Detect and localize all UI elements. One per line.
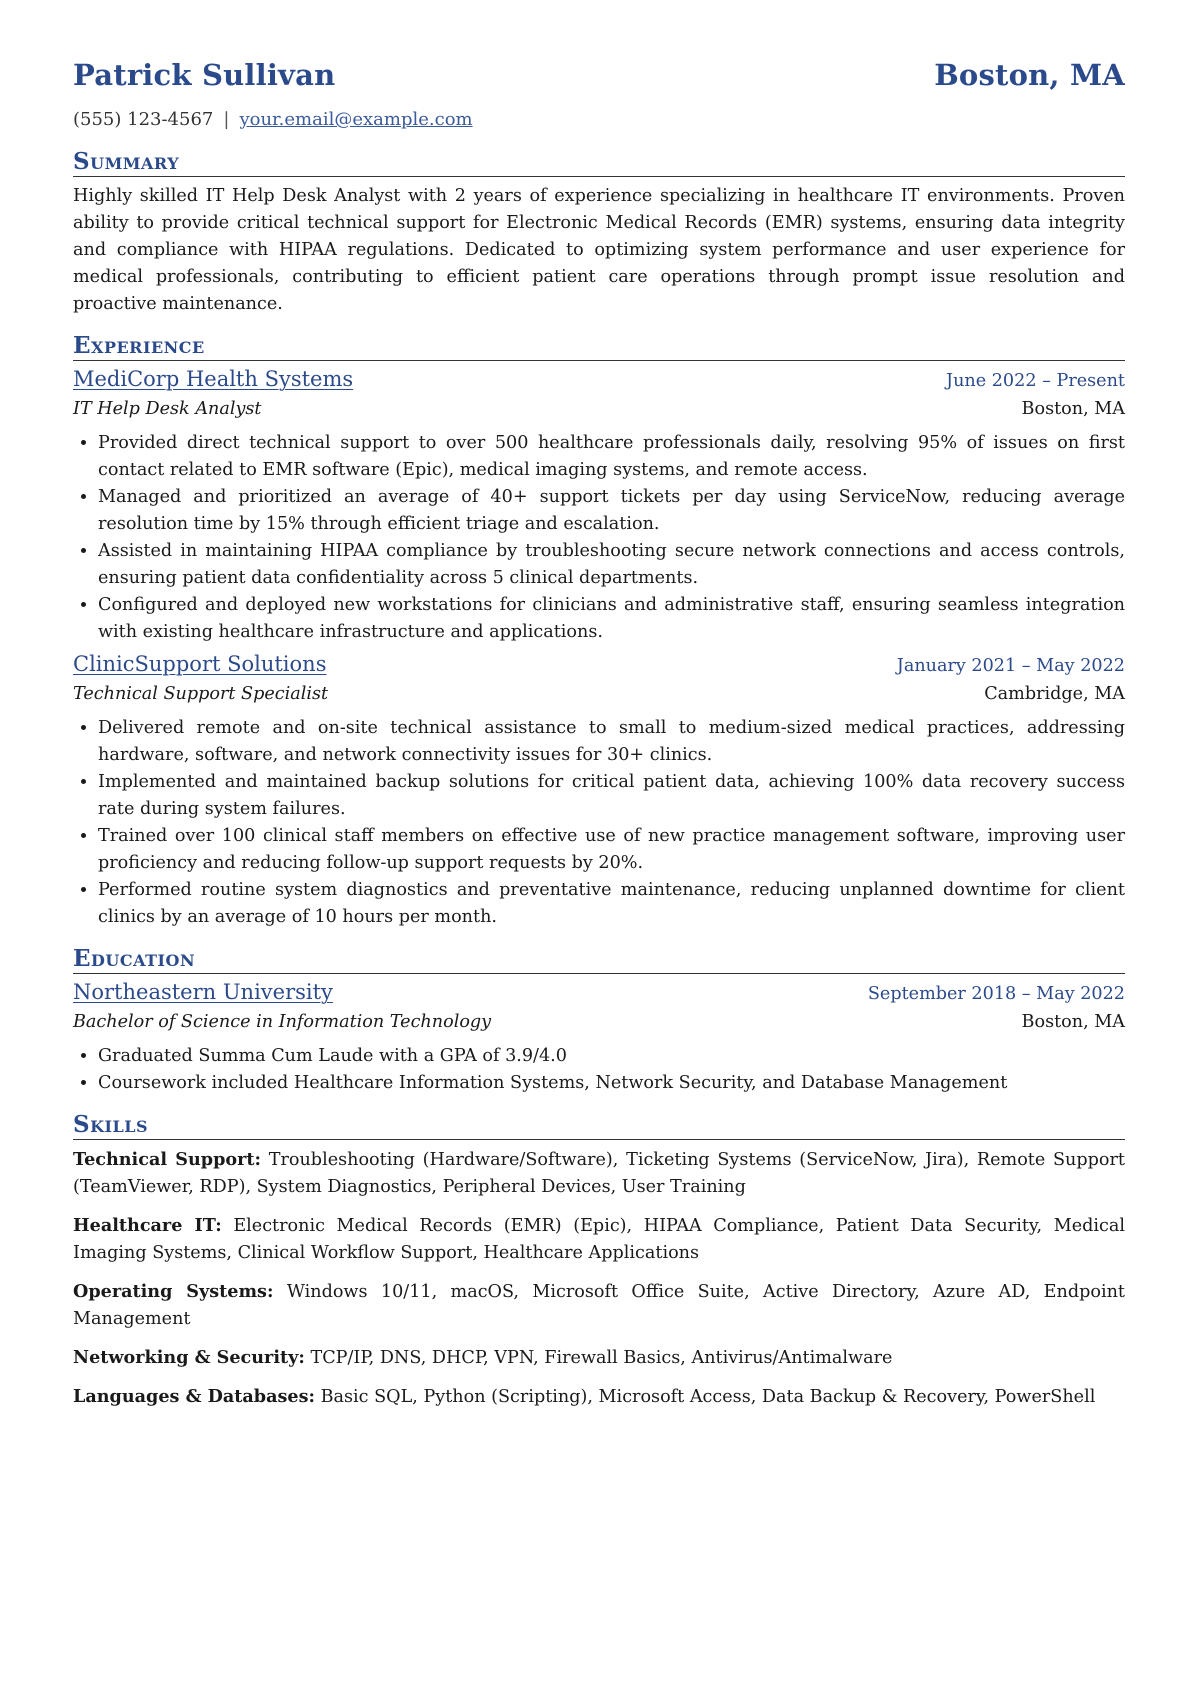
skill-label: Technical Support: [73, 1149, 262, 1170]
education-entry [73, 979, 1125, 1097]
list-item: • Managed and prioritized an average of 40+ support tickets per day using ServiceNow, reducing average resolution time by 15% through efficient triage and escalation. [98, 484, 1125, 538]
email-link[interactable]: your.email@example.com [239, 109, 473, 130]
skill-label: Healthcare IT: [73, 1215, 222, 1236]
candidate-location: Boston, MA [934, 58, 1125, 92]
skill-row [73, 1278, 1125, 1333]
section-title-skills: Skills [73, 1111, 1125, 1140]
resume-page [73, 58, 1125, 1411]
section-title-education: Education [73, 945, 1125, 974]
education-degree: Bachelor of Science in Information Technology [73, 1012, 492, 1032]
contact-separator: | [223, 109, 230, 130]
skill-row [73, 1383, 1125, 1411]
list-item: • Graduated Summa Cum Laude with a GPA of 3.9/4.0 [98, 1043, 1125, 1070]
list-item: • Implemented and maintained backup solutions for critical patient data, achieving 100% data recovery success rate during system failures. [98, 769, 1125, 823]
summary-text: Highly skilled IT Help Desk Analyst with 2 years of experience specializing in healthcare IT environments. Proven ability to provide critical technical support for Electronic Medical Records (EMR) systems, ensuring data integrity and compliance with HIPAA regulations. Dedicated to optimizing system performance and user experience for medical professionals, contributing to efficient patient care operations through prompt issue resolution and proactive maintenance. [73, 186, 1125, 314]
section-title-summary: Summary [73, 148, 1125, 177]
list-item: • Performed routine system diagnostics and preventative maintenance, reducing unplanned downtime for client clinics by an average of 10 hours per month. [98, 877, 1125, 931]
skill-text: Basic SQL, Python (Scripting), Microsoft Access, Data Backup & Recovery, PowerShell [320, 1387, 1096, 1407]
list-item: • Trained over 100 clinical staff members on effective use of new practice management software, improving user proficiency and reducing follow-up support requests by 20%. [98, 823, 1125, 877]
skill-row [73, 1146, 1125, 1201]
list-item: • Configured and deployed new workstations for clinicians and administrative staff, ensuring seamless integration with existing healthcare infrastructure and applications. [98, 592, 1125, 646]
skill-text: TCP/IP, DNS, DHCP, VPN, Firewall Basics, Antivirus/Antimalware [310, 1348, 893, 1368]
education-dates: September 2018 – May 2022 [867, 984, 1125, 1004]
skill-label: Operating Systems: [73, 1281, 274, 1302]
experience-bullets [73, 430, 1125, 646]
experience-dates: January 2021 – May 2022 [896, 656, 1125, 676]
skill-text: Electronic Medical Records (EMR) (Epic), HIPAA Compliance, Patient Data Security, Medical Imaging Systems, Clinical Workflow Support, Healthcare Applications [73, 1216, 1125, 1263]
list-item: • Assisted in maintaining HIPAA compliance by troubleshooting secure network connections and access controls, ensuring patient data confidentiality across 5 clinical departments. [98, 538, 1125, 592]
experience-dates: June 2022 – Present [946, 371, 1125, 391]
skill-row [73, 1344, 1125, 1372]
skills-list [73, 1146, 1125, 1411]
contact-line [73, 106, 1125, 134]
skill-text: Troubleshooting (Hardware/Software), Ticketing Systems (ServiceNow, Jira), Remote Support (TeamViewer, RDP), System Diagnostics, Peripheral Devices, User Training [73, 1150, 1125, 1197]
experience-org[interactable]: ClinicSupport Solutions [73, 652, 327, 676]
education-location: Boston, MA [1021, 1012, 1125, 1032]
list-item: • Provided direct technical support to over 500 healthcare professionals daily, resolving 95% of issues on first contact related to EMR software (Epic), medical imaging systems, and remote access. [98, 430, 1125, 484]
skill-label: Networking & Security: [73, 1347, 305, 1368]
header [73, 58, 1125, 102]
experience-role: Technical Support Specialist [73, 684, 329, 704]
skill-row [73, 1212, 1125, 1267]
candidate-name: Patrick Sullivan [73, 58, 336, 92]
education-org[interactable]: Northeastern University [73, 980, 333, 1004]
education-bullets [73, 1043, 1125, 1097]
experience-location: Cambridge, MA [984, 684, 1125, 704]
list-item: • Coursework included Healthcare Information Systems, Network Security, and Database Management [98, 1070, 1125, 1097]
experience-bullets [73, 715, 1125, 931]
experience-entry-medicorp [73, 366, 1125, 646]
list-item: • Delivered remote and on-site technical assistance to small to medium-sized medical practices, addressing hardware, software, and network connectivity issues for 30+ clinics. [98, 715, 1125, 769]
experience-entry-clinicsupport [73, 651, 1125, 931]
section-title-experience: Experience [73, 332, 1125, 361]
phone-number: (555) 123-4567 [73, 109, 214, 130]
experience-location: Boston, MA [1021, 399, 1125, 419]
experience-org[interactable]: MediCorp Health Systems [73, 367, 354, 391]
skill-text: Windows 10/11, macOS, Microsoft Office Suite, Active Directory, Azure AD, Endpoint Management [73, 1282, 1125, 1329]
skill-label: Languages & Databases: [73, 1386, 315, 1407]
experience-role: IT Help Desk Analyst [73, 399, 262, 419]
